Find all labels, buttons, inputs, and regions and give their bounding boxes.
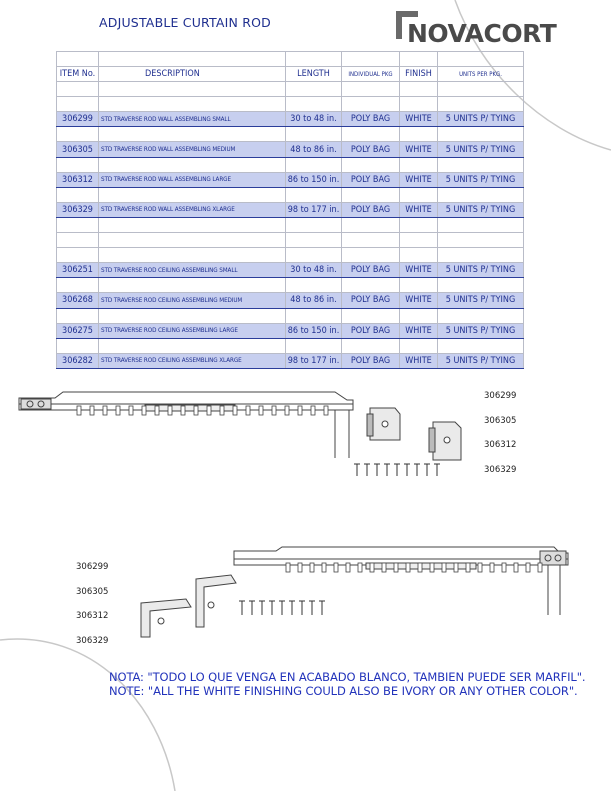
item-cell: 306251 — [57, 263, 99, 278]
blank-cell — [342, 278, 400, 293]
length-cell: 30 to 48 in. — [286, 263, 342, 278]
blank-cell — [99, 157, 286, 172]
screw — [414, 464, 420, 476]
blank-cell — [342, 187, 400, 202]
blank-cell — [400, 248, 438, 263]
table-row — [57, 263, 524, 278]
blank-cell — [438, 233, 524, 248]
units-cell: 5 UNITS P/ TYING — [438, 172, 524, 187]
rod-hook — [418, 563, 422, 572]
blank-cell — [57, 187, 99, 202]
screw — [309, 601, 315, 615]
blank-cell — [57, 157, 99, 172]
table-blank-row — [57, 338, 524, 353]
rod-hook — [259, 406, 263, 415]
blank-cell — [400, 127, 438, 142]
blank-cell — [286, 82, 342, 97]
blank-cell — [99, 217, 286, 232]
screw — [374, 464, 380, 476]
blank-cell — [286, 308, 342, 323]
screw — [279, 601, 285, 615]
screw — [364, 464, 370, 476]
rod-hook — [194, 406, 198, 415]
blank-cell — [57, 308, 99, 323]
description-cell: STD TRAVERSE ROD WALL ASSEMBLING MEDIUM — [99, 142, 286, 157]
blank-cell — [286, 157, 342, 172]
description-cell: STD TRAVERSE ROD WALL ASSEMBLING SMALL — [99, 112, 286, 127]
table-spacer-row — [57, 52, 524, 67]
blank-cell — [400, 187, 438, 202]
header-item: ITEM No. — [57, 67, 99, 82]
blank-cell — [286, 248, 342, 263]
finish-cell: WHITE — [400, 293, 438, 308]
screw — [404, 464, 410, 476]
length-cell: 86 to 150 in. — [286, 172, 342, 187]
wall-code: 306329 — [484, 464, 517, 475]
blank-cell — [400, 157, 438, 172]
rod-hook — [90, 406, 94, 415]
header-length: LENGTH — [286, 67, 342, 82]
blank-cell — [438, 248, 524, 263]
rod-hook — [285, 406, 289, 415]
item-cell: 306275 — [57, 323, 99, 338]
finish-cell: WHITE — [400, 112, 438, 127]
wall-code: 306299 — [484, 391, 517, 401]
length-cell: 30 to 48 in. — [286, 112, 342, 127]
blank-cell — [342, 127, 400, 142]
header-description: DESCRIPTION — [99, 67, 286, 82]
rod-hook — [358, 563, 362, 572]
length-cell: 98 to 177 in. — [286, 353, 342, 368]
wall-code-list — [484, 384, 516, 482]
table-row — [57, 172, 524, 187]
blank-cell — [57, 278, 99, 293]
ceiling-rod-drawing — [136, 545, 576, 645]
screw — [394, 464, 400, 476]
screw — [424, 464, 430, 476]
ceiling-code: 306299 — [76, 562, 109, 572]
finish-cell: WHITE — [400, 323, 438, 338]
screw — [319, 601, 325, 615]
blank-cell — [438, 308, 524, 323]
rod-hook — [430, 563, 434, 572]
description-cell: STD TRAVERSE ROD CEILING ASSEMBLING XLARGE — [99, 353, 286, 368]
blank-cell — [286, 97, 342, 112]
item-cell: 306312 — [57, 172, 99, 187]
blank-cell — [286, 127, 342, 142]
item-cell: 306305 — [57, 142, 99, 157]
wall-code: 306312 — [484, 440, 517, 450]
blank-cell — [438, 97, 524, 112]
units-cell: 5 UNITS P/ TYING — [438, 323, 524, 338]
rod-hook — [406, 563, 410, 572]
page-title: ADJUSTABLE CURTAIN ROD — [99, 15, 272, 30]
length-cell: 48 to 86 in. — [286, 293, 342, 308]
note-english: NOTE: "ALL THE WHITE FINISHING COULD ALSO BE IVORY OR ANY OTHER COLOR". — [109, 684, 578, 698]
units-cell: 5 UNITS P/ TYING — [438, 293, 524, 308]
rod-hook — [168, 406, 172, 415]
blank-cell — [99, 127, 286, 142]
blank-cell — [99, 278, 286, 293]
description-cell: STD TRAVERSE ROD WALL ASSEMBLING LARGE — [99, 172, 286, 187]
brand-name: NOVACORT — [407, 19, 557, 48]
pkg-cell: POLY BAG — [342, 263, 400, 278]
screw — [289, 601, 295, 615]
table-blank-row — [57, 248, 524, 263]
blank-cell — [438, 157, 524, 172]
rod-hook — [207, 406, 211, 415]
pkg-cell: POLY BAG — [342, 142, 400, 157]
blank-cell — [342, 338, 400, 353]
item-cell: 306329 — [57, 202, 99, 217]
wall-rod-drawing — [15, 388, 470, 483]
table-row — [57, 112, 524, 127]
rod-hook — [466, 563, 470, 572]
blank-cell — [438, 187, 524, 202]
blank-cell — [286, 187, 342, 202]
header-units: UNITS PER PKG. — [438, 67, 524, 82]
blank-cell — [342, 233, 400, 248]
blank-cell — [400, 217, 438, 232]
blank-cell — [342, 217, 400, 232]
screw — [239, 601, 245, 615]
blank-cell — [400, 338, 438, 353]
blank-cell — [57, 338, 99, 353]
rod-hook — [246, 406, 250, 415]
table-row — [57, 293, 524, 308]
screw — [384, 464, 390, 476]
blank-cell — [57, 97, 99, 112]
blank-cell — [286, 338, 342, 353]
ceiling-code: 306329 — [76, 635, 109, 646]
rod-hook — [298, 563, 302, 572]
blank-cell — [99, 233, 286, 248]
blank-cell — [57, 248, 99, 263]
blank-cell — [99, 97, 286, 112]
note-spanish: NOTA: "TODO LO QUE VENGA EN ACABADO BLANCO, TAMBIEN PUEDE SER MARFIL". — [109, 670, 586, 684]
rod-hook — [442, 563, 446, 572]
rod-hook — [129, 406, 133, 415]
units-cell: 5 UNITS P/ TYING — [438, 353, 524, 368]
rod-hook — [382, 563, 386, 572]
rod-hook — [394, 563, 398, 572]
ceiling-code: 306312 — [76, 611, 109, 621]
screw — [259, 601, 265, 615]
blank-cell — [438, 82, 524, 97]
table-blank-row — [57, 127, 524, 142]
blank-cell — [286, 217, 342, 232]
item-cell: 306282 — [57, 353, 99, 368]
units-cell: 5 UNITS P/ TYING — [438, 263, 524, 278]
finish-cell: WHITE — [400, 172, 438, 187]
rod-hook — [502, 563, 506, 572]
finish-cell: WHITE — [400, 202, 438, 217]
blank-cell — [99, 187, 286, 202]
screw — [354, 464, 360, 476]
rod-hook — [155, 406, 159, 415]
rod-hook — [514, 563, 518, 572]
rod-hook — [324, 406, 328, 415]
blank-cell — [286, 233, 342, 248]
brand-logo — [394, 9, 564, 49]
table-blank-row — [57, 233, 524, 248]
ceiling-code-list — [76, 555, 108, 653]
blank-cell — [438, 127, 524, 142]
pkg-cell: POLY BAG — [342, 112, 400, 127]
table-blank-row — [57, 157, 524, 172]
table-blank-row — [57, 217, 524, 232]
item-cell: 306299 — [57, 112, 99, 127]
rod-hook — [298, 406, 302, 415]
rod-hook — [272, 406, 276, 415]
table-body — [57, 82, 524, 369]
product-table — [56, 51, 524, 369]
blank-cell — [400, 82, 438, 97]
blank-cell — [99, 338, 286, 353]
blank-cell — [342, 308, 400, 323]
finish-cell: WHITE — [400, 142, 438, 157]
wall-code: 306305 — [484, 415, 517, 426]
units-cell: 5 UNITS P/ TYING — [438, 142, 524, 157]
blank-cell — [400, 233, 438, 248]
blank-cell — [342, 248, 400, 263]
screw — [434, 464, 440, 476]
rod-hook — [526, 563, 530, 572]
rod-hook — [454, 563, 458, 572]
blank-cell — [57, 217, 99, 232]
screw — [269, 601, 275, 615]
length-cell: 48 to 86 in. — [286, 142, 342, 157]
blank-cell — [438, 278, 524, 293]
rod-hook — [233, 406, 237, 415]
rod-hook — [334, 563, 338, 572]
table-row — [57, 202, 524, 217]
table-blank-row — [57, 278, 524, 293]
rod-hook — [103, 406, 107, 415]
rod-hook — [346, 563, 350, 572]
table-row — [57, 353, 524, 368]
table-row — [57, 142, 524, 157]
pkg-cell: POLY BAG — [342, 323, 400, 338]
description-cell: STD TRAVERSE ROD CEILING ASSEMBLING LARGE — [99, 323, 286, 338]
finish-cell: WHITE — [400, 263, 438, 278]
blank-cell — [400, 97, 438, 112]
units-cell: 5 UNITS P/ TYING — [438, 202, 524, 217]
pkg-cell: POLY BAG — [342, 202, 400, 217]
finish-cell: WHITE — [400, 353, 438, 368]
blank-cell — [342, 97, 400, 112]
length-cell: 98 to 177 in. — [286, 202, 342, 217]
blank-cell — [342, 157, 400, 172]
blank-cell — [438, 217, 524, 232]
pkg-cell: POLY BAG — [342, 353, 400, 368]
rod-hook — [310, 563, 314, 572]
rod-hook — [478, 563, 482, 572]
screw — [249, 601, 255, 615]
blank-cell — [57, 82, 99, 97]
blank-cell — [57, 127, 99, 142]
screw — [299, 601, 305, 615]
pkg-cell: POLY BAG — [342, 172, 400, 187]
rod-hook — [181, 406, 185, 415]
units-cell: 5 UNITS P/ TYING — [438, 112, 524, 127]
blank-cell — [438, 338, 524, 353]
pkg-cell: POLY BAG — [342, 293, 400, 308]
blank-cell — [99, 82, 286, 97]
description-cell: STD TRAVERSE ROD CEILING ASSEMBLING MEDIUM — [99, 293, 286, 308]
table-blank-row — [57, 82, 524, 97]
item-cell: 306268 — [57, 293, 99, 308]
header-pkg: INDIVIDUAL PKG — [342, 67, 400, 82]
header-finish: FINISH — [400, 67, 438, 82]
rod-hook — [116, 406, 120, 415]
rod-hook — [286, 563, 290, 572]
rod-hook — [322, 563, 326, 572]
rod-hook — [142, 406, 146, 415]
description-cell: STD TRAVERSE ROD WALL ASSEMBLING XLARGE — [99, 202, 286, 217]
blank-cell — [99, 308, 286, 323]
rod-hook — [370, 563, 374, 572]
rod-hook — [220, 406, 224, 415]
blank-cell — [342, 82, 400, 97]
rod-hook — [538, 563, 542, 572]
blank-cell — [57, 233, 99, 248]
table-blank-row — [57, 187, 524, 202]
description-cell: STD TRAVERSE ROD CEILING ASSEMBLING SMALL — [99, 263, 286, 278]
rod-hook — [311, 406, 315, 415]
table-blank-row — [57, 308, 524, 323]
rod-hook — [77, 406, 81, 415]
ceiling-code: 306305 — [76, 586, 109, 597]
table-row — [57, 323, 524, 338]
table-header-row — [57, 67, 524, 82]
length-cell: 86 to 150 in. — [286, 323, 342, 338]
rod-hook — [490, 563, 494, 572]
blank-cell — [286, 278, 342, 293]
blank-cell — [400, 308, 438, 323]
blank-cell — [99, 248, 286, 263]
blank-cell — [400, 278, 438, 293]
table-blank-row — [57, 97, 524, 112]
